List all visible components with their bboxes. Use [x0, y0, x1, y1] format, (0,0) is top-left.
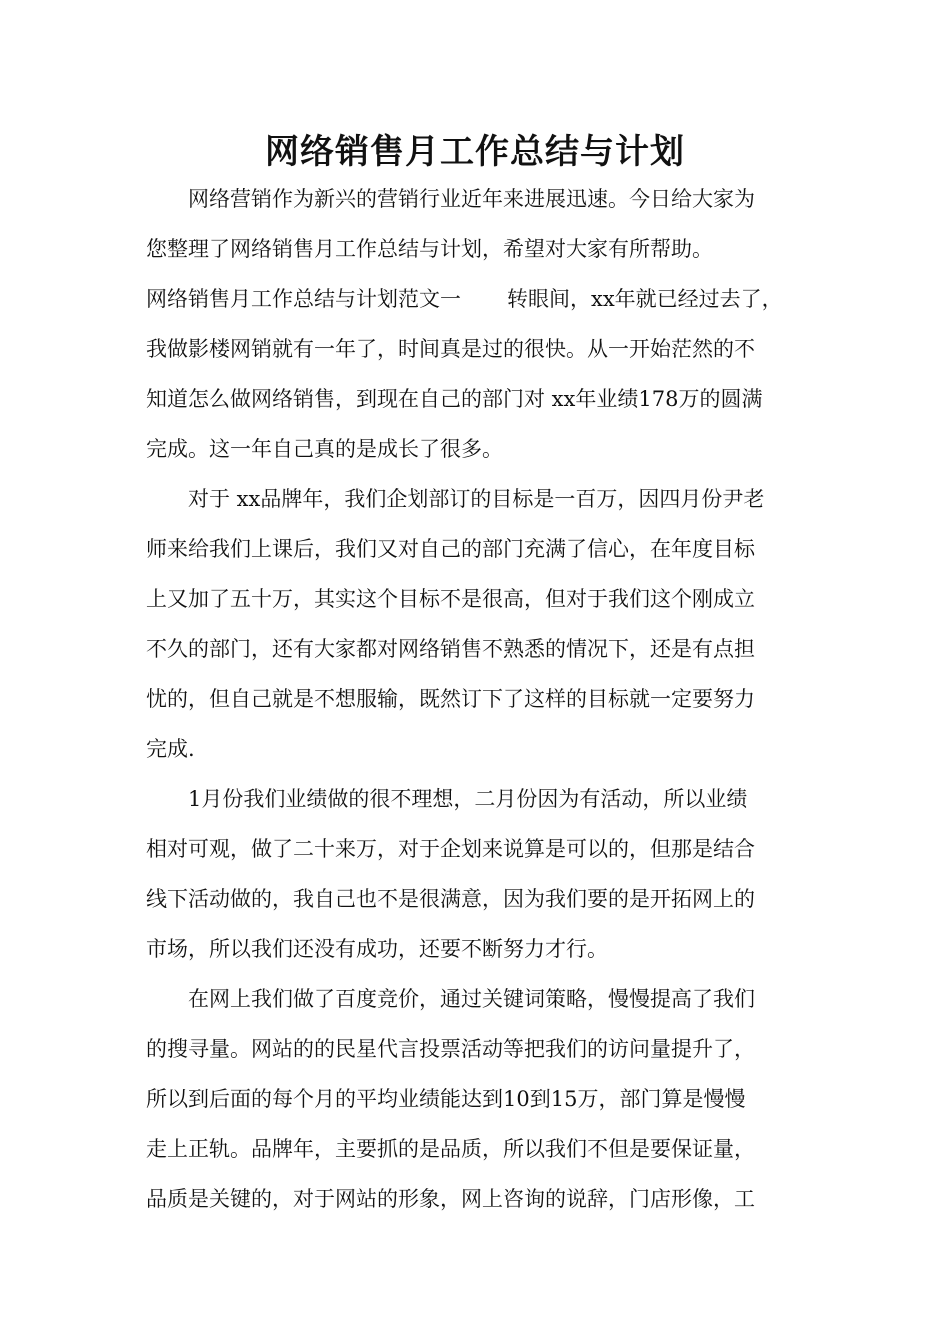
paragraph-line: 走上正轨。品牌年，主要抓的是品质，所以我们不但是要保证量，: [146, 1137, 755, 1161]
paragraph-line: 不久的部门，还有大家都对网络销售不熟悉的情况下，还是有点担: [146, 637, 755, 661]
paragraph-line: 知道怎么做网络销售，到现在自己的部门对 xx年业绩178万的圆满: [146, 387, 763, 411]
paragraph-line: 完成.: [146, 737, 195, 761]
paragraph-line: 线下活动做的，我自己也不是很满意，因为我们要的是开拓网上的: [146, 887, 755, 911]
paragraph-line: 网络营销作为新兴的营销行业近年来进展迅速。今日给大家为: [188, 187, 755, 211]
paragraph-line: 上又加了五十万，其实这个目标不是很高，但对于我们这个刚成立: [146, 587, 755, 611]
paragraph-line: 我做影楼网销就有一年了，时间真是过的很快。从一开始茫然的不: [146, 337, 755, 361]
paragraph-line: 所以到后面的每个月的平均业绩能达到10到15万，部门算是慢慢: [146, 1087, 746, 1111]
paragraph-line: 品质是关键的，对于网站的形象，网上咨询的说辞，门店形像，工: [146, 1187, 755, 1211]
paragraph-line: 在网上我们做了百度竞价，通过关键词策略，慢慢提高了我们: [188, 987, 755, 1011]
paragraph-line: 市场，所以我们还没有成功，还要不断努力才行。: [146, 937, 608, 961]
paragraph-line: 师来给我们上课后，我们又对自己的部门充满了信心，在年度目标: [146, 537, 755, 561]
paragraph-line: 对于 xx品牌年，我们企划部订的目标是一百万，因四月份尹老: [188, 487, 765, 511]
paragraph-line: 相对可观，做了二十来万，对于企划来说算是可以的，但那是结合: [146, 837, 755, 861]
paragraph-line: 的搜寻量。网站的的民星代言投票活动等把我们的访问量提升了，: [146, 1037, 755, 1061]
paragraph-line: 完成。这一年自己真的是成长了很多。: [146, 437, 503, 461]
document-title: 网络销售月工作总结与计划: [265, 132, 685, 172]
paragraph-line: 忧的，但自己就是不想服输，既然订下了这样的目标就一定要努力: [146, 687, 755, 711]
paragraph-text: 转眼间，xx年就已经过去了，: [507, 287, 783, 311]
paragraph-line: 您整理了网络销售月工作总结与计划，希望对大家有所帮助。: [146, 237, 713, 261]
paragraph-line: [146, 284, 826, 314]
paragraph-line: 1月份我们业绩做的很不理想，二月份因为有活动，所以业绩: [188, 787, 748, 811]
section-heading: 网络销售月工作总结与计划范文一: [146, 287, 461, 311]
